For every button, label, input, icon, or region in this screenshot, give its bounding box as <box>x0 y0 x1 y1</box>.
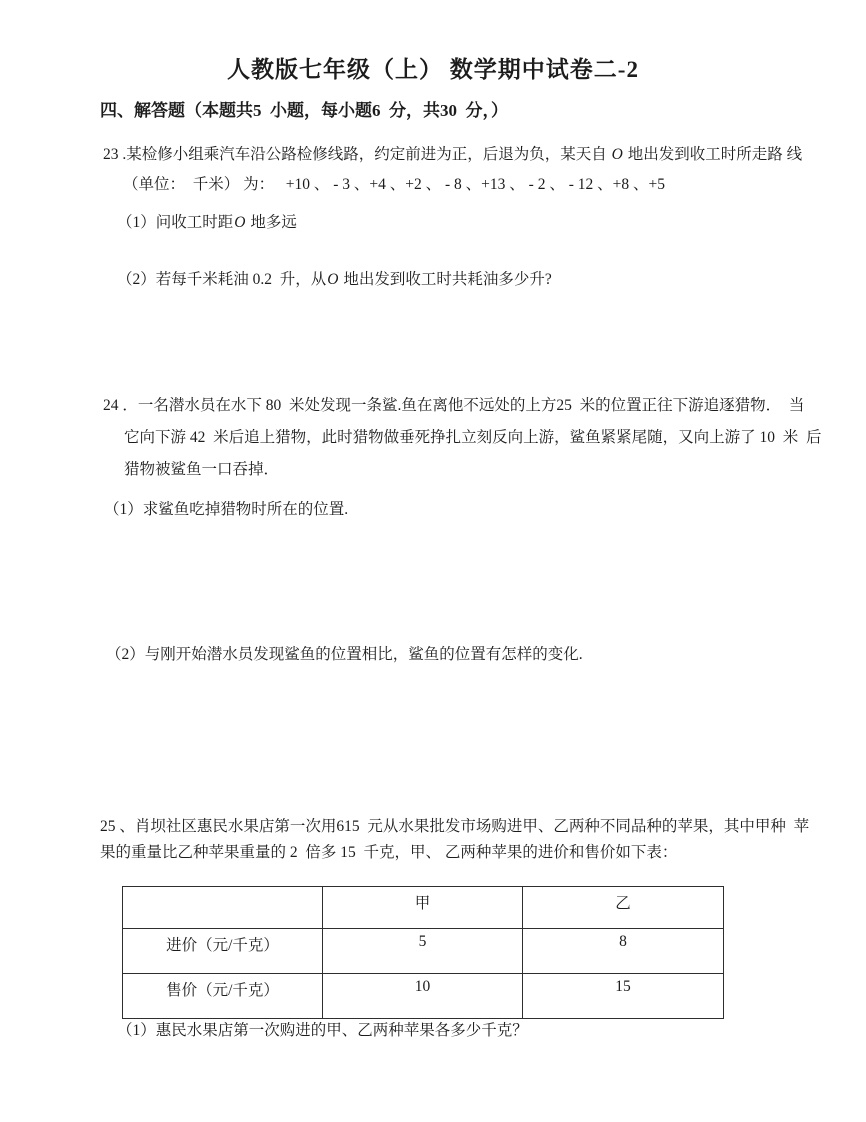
question-24-sub2: （2）与刚开始潜水员发现鲨鱼的位置相比，鲨鱼的位置有怎样的变化. <box>106 646 583 663</box>
question-23-sub2-text: （2）若每千米耗油 0.2 升，从 <box>117 271 327 288</box>
table-header-yi: 乙 <box>523 887 724 929</box>
question-25-sub1: （1）惠民水果店第一次购进的甲、乙两种苹果各多少千克？ <box>117 1022 528 1039</box>
table-header-empty <box>123 887 323 929</box>
table-row-selling-price <box>123 974 724 1019</box>
question-23-line1 <box>103 145 802 165</box>
question-24-sub1: （1）求鲨鱼吃掉猎物时所在的位置. <box>104 501 349 518</box>
question-23-sub2-tail: 地出发到收工时共耗油多少升? <box>339 271 552 288</box>
question-23-line2: （单位： 千米） 为： +10 、 - 3 、+4 、+2 、 - 8 、+13 、 - 2 、 - 12 、+8 、+5 <box>123 176 665 193</box>
row-label-selling-price: 售价（元/千克） <box>123 974 323 1019</box>
row-label-purchase-price: 进价（元/千克） <box>123 929 323 974</box>
question-23-sub2 <box>117 270 552 290</box>
variable-o: O <box>234 214 246 231</box>
price-table <box>122 886 724 1019</box>
selling-price-jia: 10 <box>323 974 523 1019</box>
table-header-jia: 甲 <box>323 887 523 929</box>
question-23-sub1 <box>117 213 297 233</box>
question-25-line1: 25 、肖坝社区惠民水果店第一次用615 元从水果批发市场购进甲、乙两种不同品种的苹果，其中甲种 苹 <box>100 818 810 835</box>
question-24-line2: 它向下游 42 米后追上猎物，此时猎物做垂死挣扎立刻反向上游，鲨鱼紧紧尾随，又向上游了 10 米 后 <box>124 429 822 446</box>
question-23-line1-tail: 地出发到收工时所走路 线 <box>623 146 803 163</box>
purchase-price-jia: 5 <box>323 929 523 974</box>
section-heading: 四、解答题（本题共5 小题，每小题6 分，共30 分，） <box>100 101 508 120</box>
variable-o: O <box>611 146 623 163</box>
table-header-row <box>123 887 724 929</box>
question-23-line1-text: 23 .某检修小组乘汽车沿公路检修线路，约定前进为正，后退为负，某天自 <box>103 146 611 163</box>
exam-title: 人教版七年级（上） 数学期中试卷二-2 <box>227 57 639 82</box>
question-25-line2: 果的重量比乙种苹果重量的 2 倍多 15 千克，甲、 乙两种苹果的进价和售价如下表： <box>100 844 678 861</box>
variable-o: O <box>327 271 339 288</box>
question-23-sub1-text: （1）问收工时距 <box>117 214 234 231</box>
question-24-line1: 24 ．一名潜水员在水下 80 米处发现一条鲨.鱼在离他不远处的上方25 米的位置正往下游追逐猎物． 当 <box>103 397 805 414</box>
purchase-price-yi: 8 <box>523 929 724 974</box>
question-23-sub1-tail: 地多远 <box>246 214 297 231</box>
selling-price-yi: 15 <box>523 974 724 1019</box>
table-row-purchase-price <box>123 929 724 974</box>
question-24-line3: 猎物被鲨鱼一口吞掉． <box>124 461 280 478</box>
